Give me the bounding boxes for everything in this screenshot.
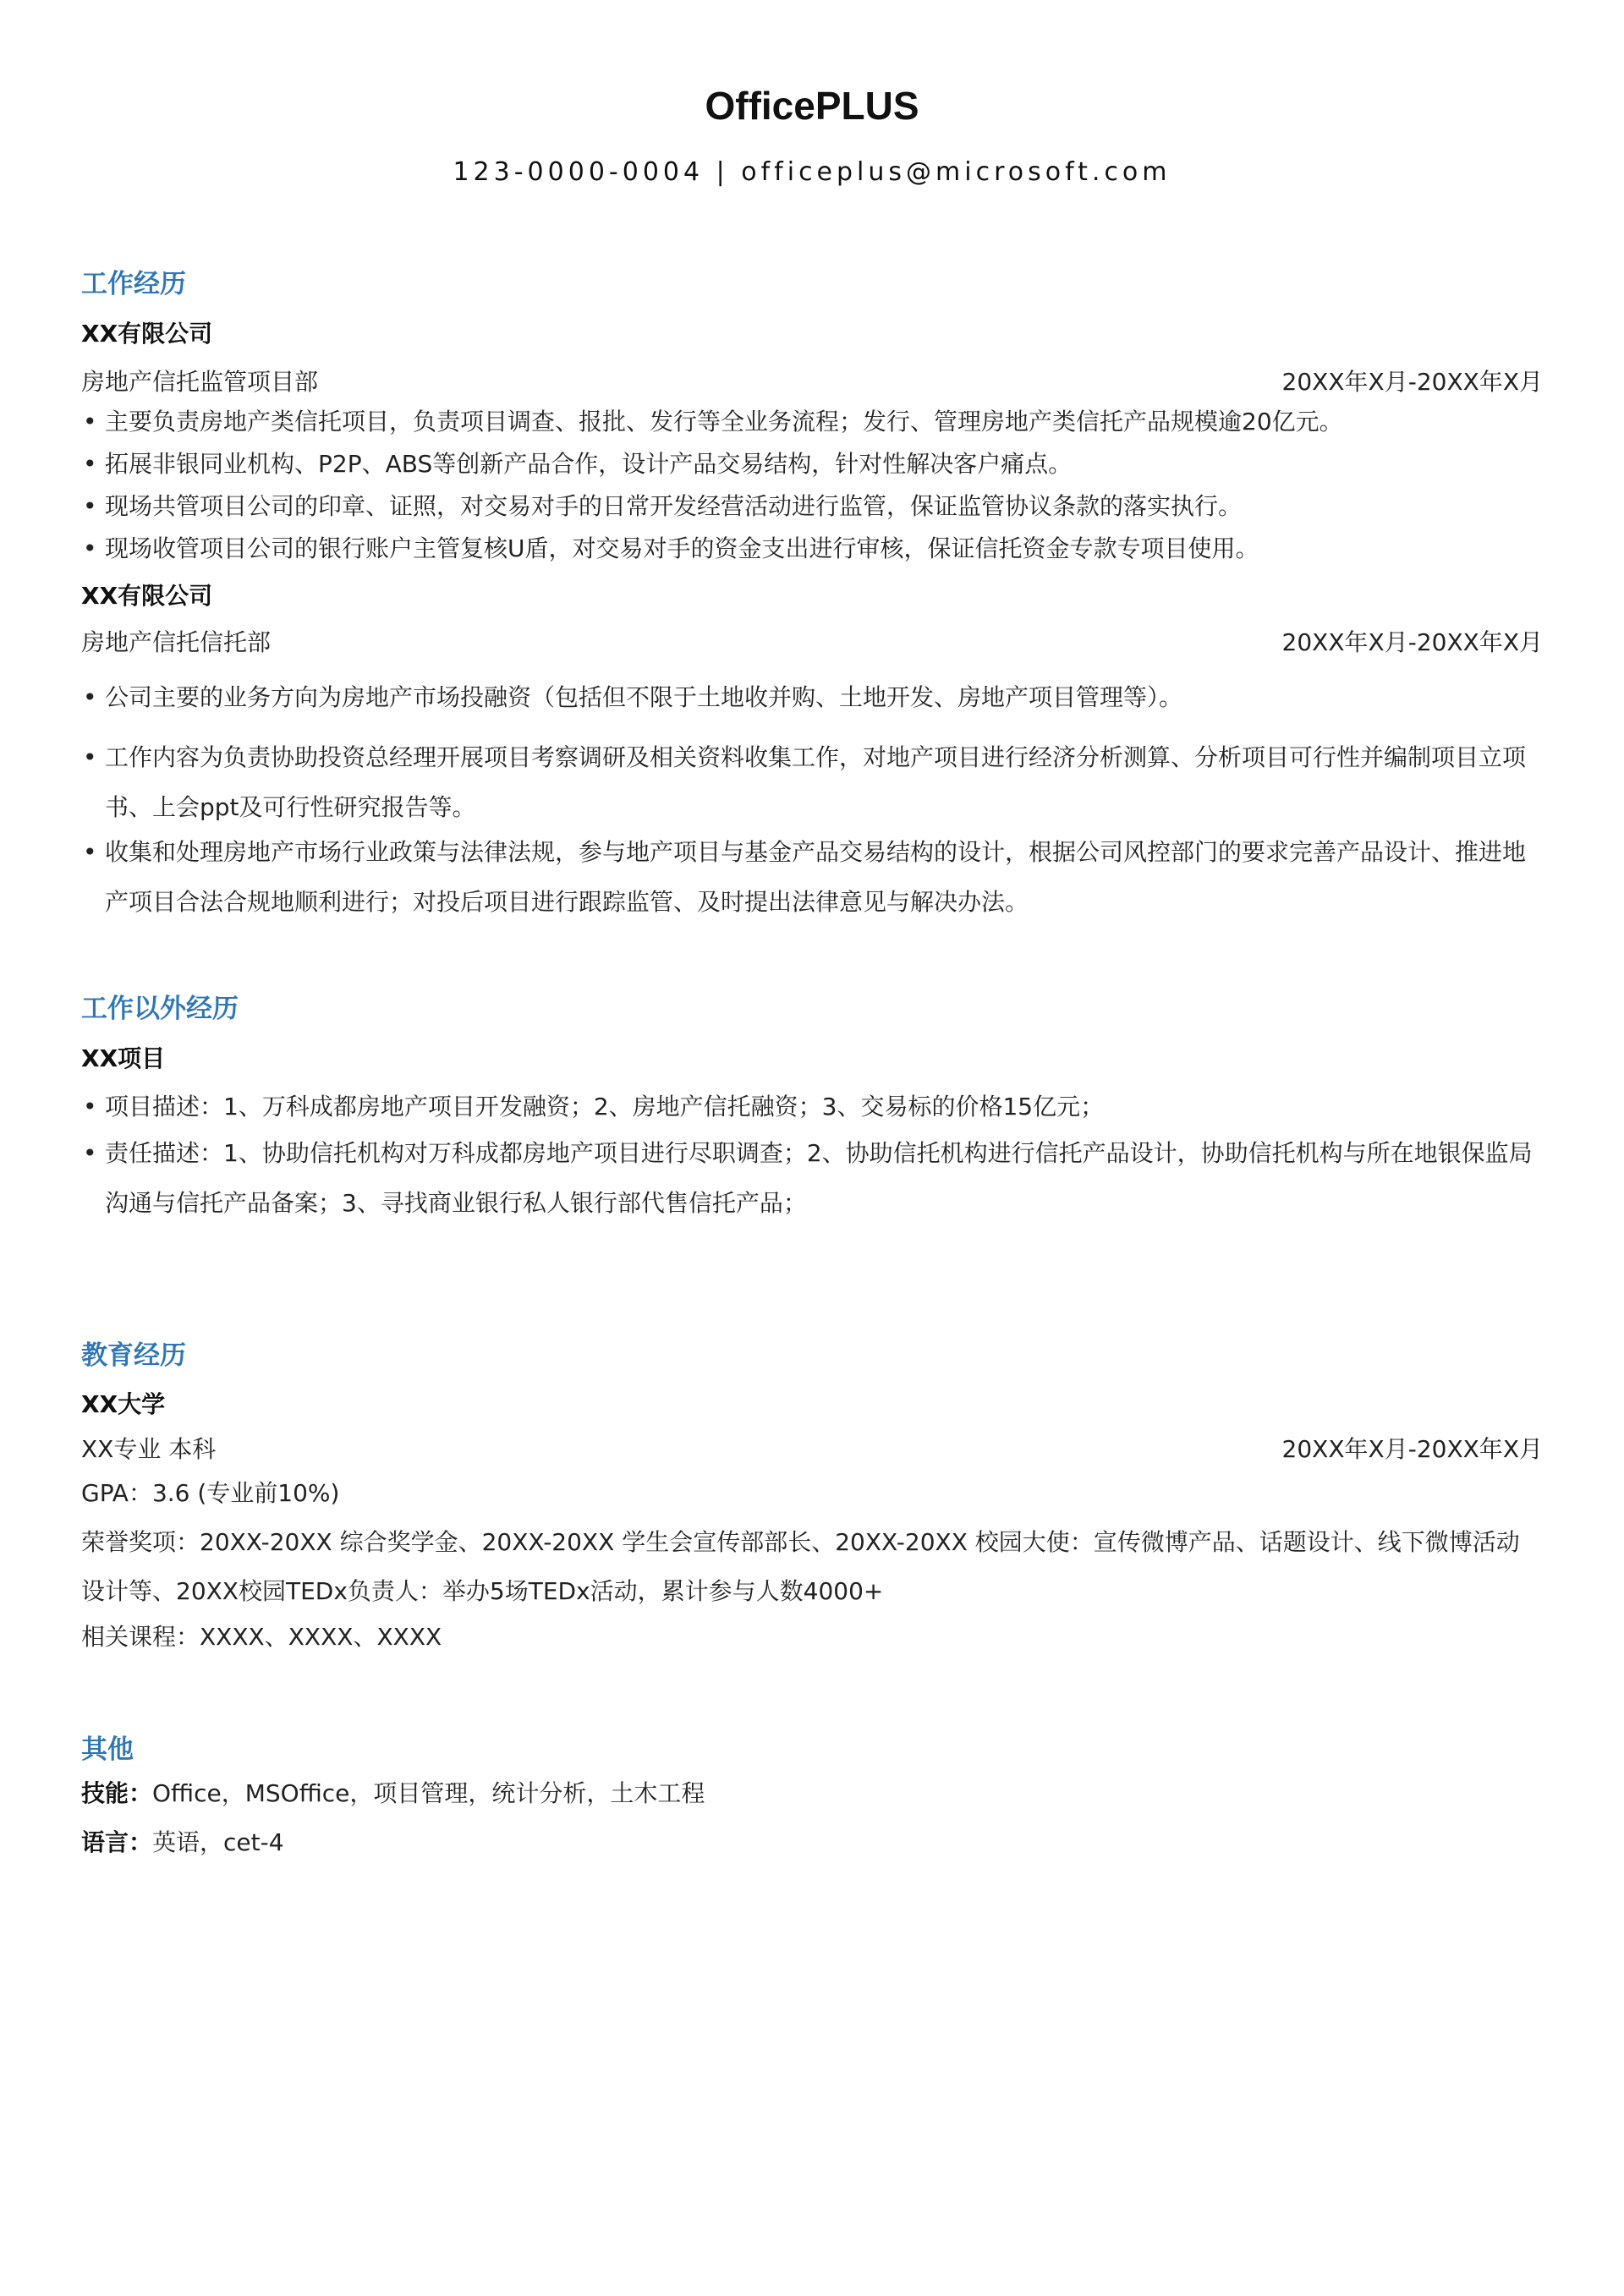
list-item: • 责任描述：1、协助信托机构对万科成都房地产项目进行尽职调查；2、协助信托机构进行信托产品设计，协助信托机构与所在地银保监局沟通与信托产品备案；3、寻找商业银行私人银行部代售信托产品； bbox=[81, 1128, 1543, 1228]
skills-value: Office，MSOffice，项目管理，统计分析，土木工程 bbox=[152, 1779, 705, 1807]
department: 房地产信托信托部 bbox=[81, 628, 272, 656]
gpa-text: GPA：3.6 (专业前10%) bbox=[81, 1479, 340, 1507]
contact-line: 123-0000-0004 | officeplus@microsoft.com bbox=[453, 157, 1171, 187]
language-label: 语言： bbox=[81, 1828, 153, 1856]
list-item: • 项目描述：1、万科成都房地产项目开发融资；2、房地产信托融资；3、交易标的价格15亿元； bbox=[81, 1082, 1543, 1132]
job-meta-row bbox=[81, 624, 1543, 658]
section-title-other: 其他 bbox=[81, 1734, 134, 1765]
resume-name: OfficePLUS bbox=[705, 84, 919, 128]
list-item: • 公司主要的业务方向为房地产市场投融资（包括但不限于土地收并购、土地开发、房地产项目管理等）。 bbox=[81, 672, 1543, 722]
school-name: XX大学 bbox=[81, 1390, 166, 1418]
major: XX专业 本科 bbox=[81, 1435, 217, 1463]
resume-page bbox=[81, 0, 1543, 2296]
section-title-other-experience: 工作以外经历 bbox=[81, 994, 239, 1024]
skills-label: 技能： bbox=[81, 1779, 153, 1807]
job-period: 20XX年X月-20XX年X月 bbox=[1281, 628, 1543, 656]
list-item: • 现场共管项目公司的印章、证照，对交易对手的日常开发经营活动进行监管，保证监管协议条款的落实执行。 bbox=[81, 481, 1543, 531]
language-value: 英语，cet-4 bbox=[152, 1828, 284, 1856]
list-item: • 现场收管项目公司的银行账户主管复核U盾，对交易对手的资金支出进行审核，保证信托资金专款专项目使用。 bbox=[81, 523, 1543, 573]
job-period: 20XX年X月-20XX年X月 bbox=[1281, 368, 1543, 396]
list-item: • 收集和处理房地产市场行业政策与法律法规，参与地产项目与基金产品交易结构的设计，根据公司风控部门的要求完善产品设计、推进地产项目合法合规地顺利进行；对投后项目进行跟踪监管、及时提出法律意见与解决办法。 bbox=[81, 827, 1543, 927]
section-title-work: 工作经历 bbox=[81, 269, 186, 299]
department: 房地产信托监管项目部 bbox=[81, 368, 319, 396]
education-meta-row bbox=[81, 1431, 1543, 1465]
skills-line bbox=[81, 1769, 1543, 1818]
section-title-education: 教育经历 bbox=[81, 1340, 186, 1371]
list-item: • 工作内容为负责协助投资总经理开展项目考察调研及相关资料收集工作，对地产项目进行经济分析测算、分析项目可行性并编制项目立项书、上会ppt及可行性研究报告等。 bbox=[81, 732, 1543, 832]
list-item: • 拓展非银同业机构、P2P、ABS等创新产品合作，设计产品交易结构，针对性解决客户痛点。 bbox=[81, 439, 1543, 489]
project-name: XX项目 bbox=[81, 1044, 166, 1072]
list-item: • 主要负责房地产类信托项目，负责项目调查、报批、发行等全业务流程；发行、管理房地产类信托产品规模逾20亿元。 bbox=[81, 397, 1543, 447]
company-name: XX有限公司 bbox=[81, 582, 213, 610]
courses-text: 相关课程：XXXX、XXXX、XXXX bbox=[81, 1623, 442, 1651]
company-name: XX有限公司 bbox=[81, 320, 213, 348]
language-line bbox=[81, 1818, 1543, 1867]
honors-text: 荣誉奖项：20XX-20XX 综合奖学金、20XX-20XX 学生会宣传部部长、20XX-20XX 校园大使：宣传微博产品、话题设计、线下微博活动设计等、20XX校园TEDx负责人：举办5场TEDx活动，累计参与人数4000+ bbox=[81, 1528, 1520, 1605]
education-period: 20XX年X月-20XX年X月 bbox=[1281, 1435, 1543, 1463]
job-meta-row bbox=[81, 364, 1543, 397]
